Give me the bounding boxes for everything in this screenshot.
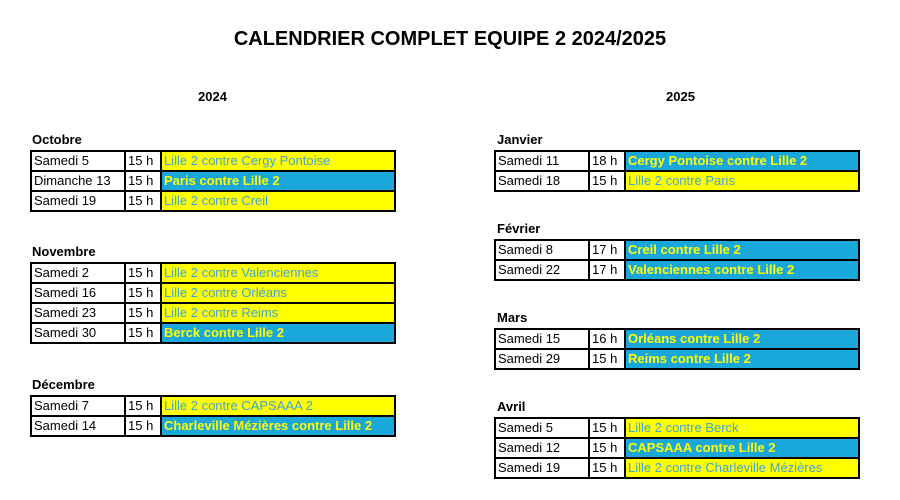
match-cell: Reims contre Lille 2 <box>625 349 859 369</box>
table-row <box>495 260 859 280</box>
time-cell: 15 h <box>589 418 625 438</box>
schedule-table-avril <box>494 417 860 479</box>
match-cell: Lille 2 contre Valenciennes <box>161 263 395 283</box>
match-cell: CAPSAAA contre Lille 2 <box>625 438 859 458</box>
month-heading-novembre: Novembre <box>32 244 96 259</box>
date-cell: Dimanche 13 <box>31 171 125 191</box>
schedule-table-novembre <box>30 262 396 344</box>
match-cell: Lille 2 contre Berck <box>625 418 859 438</box>
table-row <box>495 171 859 191</box>
time-cell: 15 h <box>125 396 161 416</box>
table-row <box>31 283 395 303</box>
table-row <box>31 303 395 323</box>
table-row <box>31 263 395 283</box>
table-row <box>495 458 859 478</box>
date-cell: Samedi 8 <box>495 240 589 260</box>
date-cell: Samedi 23 <box>31 303 125 323</box>
date-cell: Samedi 18 <box>495 171 589 191</box>
date-cell: Samedi 19 <box>495 458 589 478</box>
time-cell: 16 h <box>589 329 625 349</box>
table-row <box>495 151 859 171</box>
date-cell: Samedi 19 <box>31 191 125 211</box>
month-heading-avril: Avril <box>497 399 526 414</box>
table-row <box>31 416 395 436</box>
match-cell: Lille 2 contre Creil <box>161 191 395 211</box>
match-cell: Lille 2 contre Reims <box>161 303 395 323</box>
time-cell: 15 h <box>125 263 161 283</box>
table-row <box>31 396 395 416</box>
table-row <box>495 438 859 458</box>
schedule-table-mars <box>494 328 860 370</box>
table-row <box>31 171 395 191</box>
month-heading-janvier: Janvier <box>497 132 543 147</box>
month-heading-octobre: Octobre <box>32 132 82 147</box>
date-cell: Samedi 22 <box>495 260 589 280</box>
year-heading-left: 2024 <box>198 89 227 104</box>
month-heading-mars: Mars <box>497 310 528 325</box>
time-cell: 17 h <box>589 240 625 260</box>
time-cell: 15 h <box>589 349 625 369</box>
match-cell: Lille 2 contre CAPSAAA 2 <box>161 396 395 416</box>
date-cell: Samedi 29 <box>495 349 589 369</box>
match-cell: Cergy Pontoise contre Lille 2 <box>625 151 859 171</box>
table-row <box>495 349 859 369</box>
time-cell: 17 h <box>589 260 625 280</box>
date-cell: Samedi 11 <box>495 151 589 171</box>
table-row <box>31 191 395 211</box>
match-cell: Lille 2 contre Cergy Pontoise <box>161 151 395 171</box>
date-cell: Samedi 14 <box>31 416 125 436</box>
match-cell: Charleville Mézières contre Lille 2 <box>161 416 395 436</box>
date-cell: Samedi 2 <box>31 263 125 283</box>
date-cell: Samedi 5 <box>31 151 125 171</box>
time-cell: 15 h <box>125 151 161 171</box>
time-cell: 18 h <box>589 151 625 171</box>
schedule-table-janvier <box>494 150 860 192</box>
time-cell: 15 h <box>589 458 625 478</box>
schedule-table-decembre <box>30 395 396 437</box>
time-cell: 15 h <box>125 283 161 303</box>
year-heading-right: 2025 <box>666 89 695 104</box>
schedule-table-fevrier <box>494 239 860 281</box>
table-row <box>495 329 859 349</box>
page-title: CALENDRIER COMPLET EQUIPE 2 2024/2025 <box>233 28 667 50</box>
table-row <box>495 418 859 438</box>
table-row <box>31 151 395 171</box>
match-cell: Orléans contre Lille 2 <box>625 329 859 349</box>
match-cell: Creil contre Lille 2 <box>625 240 859 260</box>
time-cell: 15 h <box>125 171 161 191</box>
match-cell: Berck contre Lille 2 <box>161 323 395 343</box>
date-cell: Samedi 30 <box>31 323 125 343</box>
table-row <box>31 323 395 343</box>
date-cell: Samedi 7 <box>31 396 125 416</box>
match-cell: Lille 2 contre Orléans <box>161 283 395 303</box>
date-cell: Samedi 5 <box>495 418 589 438</box>
time-cell: 15 h <box>125 323 161 343</box>
schedule-table-octobre <box>30 150 396 212</box>
date-cell: Samedi 16 <box>31 283 125 303</box>
match-cell: Paris contre Lille 2 <box>161 171 395 191</box>
table-row <box>495 240 859 260</box>
match-cell: Valenciennes contre Lille 2 <box>625 260 859 280</box>
match-cell: Lille 2 contre Charleville Mézières <box>625 458 859 478</box>
month-heading-decembre: Décembre <box>32 377 95 392</box>
time-cell: 15 h <box>589 171 625 191</box>
time-cell: 15 h <box>589 438 625 458</box>
time-cell: 15 h <box>125 303 161 323</box>
time-cell: 15 h <box>125 416 161 436</box>
month-heading-fevrier: Février <box>497 221 541 236</box>
date-cell: Samedi 15 <box>495 329 589 349</box>
match-cell: Lille 2 contre Paris <box>625 171 859 191</box>
time-cell: 15 h <box>125 191 161 211</box>
date-cell: Samedi 12 <box>495 438 589 458</box>
